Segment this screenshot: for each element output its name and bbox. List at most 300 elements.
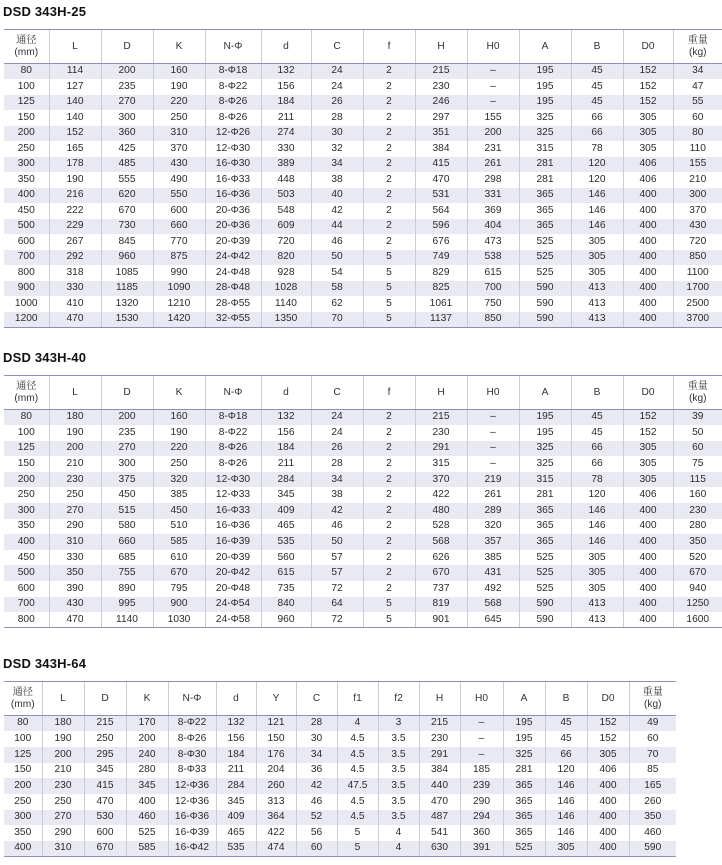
- table-cell: 16-Φ36: [168, 810, 216, 826]
- table-cell: 45: [571, 64, 623, 80]
- table-cell: 409: [216, 810, 256, 826]
- table-cell: –: [460, 747, 503, 763]
- table-cell: 4.5: [337, 731, 378, 747]
- table-cell: 3.5: [378, 731, 419, 747]
- column-header: A: [519, 30, 571, 64]
- column-header: 通径 (mm): [4, 30, 49, 64]
- header-row: [4, 682, 676, 716]
- table-cell: 900: [153, 597, 205, 613]
- table-cell: 34: [311, 157, 363, 173]
- header-row: [4, 376, 722, 410]
- table-cell: 535: [216, 841, 256, 857]
- table-cell: 45: [571, 95, 623, 111]
- table-cell: 720: [261, 234, 311, 250]
- table-cell: 72: [311, 612, 363, 628]
- table-cell: 409: [261, 503, 311, 519]
- table-cell: 325: [519, 456, 571, 472]
- table-cell: 360: [460, 825, 503, 841]
- table-row: [4, 778, 676, 794]
- table-cell: 140: [49, 110, 101, 126]
- table-cell: –: [467, 64, 519, 80]
- table-row: [4, 825, 676, 841]
- table-cell: 50: [311, 250, 363, 266]
- table-cell: 345: [126, 778, 168, 794]
- table-row: [4, 425, 722, 441]
- table-cell: 180: [49, 410, 101, 426]
- table-cell: 44: [311, 219, 363, 235]
- table-cell: 16-Φ42: [168, 841, 216, 857]
- table-cell: 400: [623, 565, 673, 581]
- table-cell: 20-Φ36: [205, 219, 261, 235]
- table-cell: 75: [673, 456, 722, 472]
- table-cell: 4: [378, 841, 419, 857]
- table-cell: 100: [4, 79, 49, 95]
- spec-table: [4, 375, 722, 628]
- table-cell: 2: [363, 456, 415, 472]
- table-cell: 38: [311, 487, 363, 503]
- table-cell: 2: [363, 203, 415, 219]
- table-cell: 250: [4, 141, 49, 157]
- table-cell: 890: [101, 581, 153, 597]
- table-cell: 550: [153, 188, 205, 204]
- table-cell: 609: [261, 219, 311, 235]
- table-cell: 215: [84, 716, 126, 732]
- table-cell: 220: [153, 95, 205, 111]
- table-cell: 49: [629, 716, 676, 732]
- table-cell: 146: [545, 825, 587, 841]
- table-cell: 305: [571, 265, 623, 281]
- table-cell: 829: [415, 265, 467, 281]
- table-cell: 525: [519, 265, 571, 281]
- table-cell: 146: [571, 519, 623, 535]
- table-cell: 555: [101, 172, 153, 188]
- table-cell: 121: [256, 716, 296, 732]
- table-cell: 8-Φ26: [205, 441, 261, 457]
- table-cell: 24-Φ54: [205, 597, 261, 613]
- table-row: [4, 731, 676, 747]
- table-cell: 222: [49, 203, 101, 219]
- table-cell: 600: [4, 234, 49, 250]
- table-cell: 385: [153, 487, 205, 503]
- table-cell: 430: [673, 219, 722, 235]
- table-cell: 2: [363, 95, 415, 111]
- table-cell: 152: [587, 731, 629, 747]
- table-cell: 60: [673, 441, 722, 457]
- table-cell: 5: [363, 612, 415, 628]
- table-cell: 1185: [101, 281, 153, 297]
- table-row: [4, 841, 676, 857]
- table-cell: 261: [467, 487, 519, 503]
- table-cell: 38: [311, 172, 363, 188]
- table-cell: 270: [101, 441, 153, 457]
- table-cell: 755: [101, 565, 153, 581]
- table-cell: 2: [363, 519, 415, 535]
- table-cell: 152: [623, 79, 673, 95]
- table-cell: 400: [623, 281, 673, 297]
- table-cell: 220: [153, 441, 205, 457]
- table-cell: 72: [311, 581, 363, 597]
- table-cell: 406: [623, 157, 673, 173]
- table-cell: 670: [673, 565, 722, 581]
- table-cell: 39: [673, 410, 722, 426]
- table-cell: 8-Φ18: [205, 410, 261, 426]
- table-cell: 300: [101, 110, 153, 126]
- table-cell: 216: [49, 188, 101, 204]
- table-cell: 165: [49, 141, 101, 157]
- table-cell: 531: [415, 188, 467, 204]
- table-cell: 940: [673, 581, 722, 597]
- table-row: [4, 250, 722, 266]
- table-cell: 292: [49, 250, 101, 266]
- table-cell: 331: [467, 188, 519, 204]
- table-cell: 42: [311, 203, 363, 219]
- table-cell: 184: [261, 441, 311, 457]
- table-cell: 960: [261, 612, 311, 628]
- table-cell: 850: [673, 250, 722, 266]
- column-header: K: [153, 376, 205, 410]
- table-cell: 384: [419, 763, 460, 779]
- table-cell: 155: [467, 110, 519, 126]
- table-cell: 229: [49, 219, 101, 235]
- column-header: d: [261, 30, 311, 64]
- table-cell: 900: [4, 281, 49, 297]
- table-cell: 400: [623, 234, 673, 250]
- table-cell: 215: [415, 64, 467, 80]
- table-cell: 16-Φ33: [205, 503, 261, 519]
- table-cell: 8-Φ26: [205, 95, 261, 111]
- table-cell: 3.5: [378, 794, 419, 810]
- table-cell: 156: [261, 425, 311, 441]
- table-cell: 66: [571, 126, 623, 142]
- table-cell: 1028: [261, 281, 311, 297]
- column-header: A: [519, 376, 571, 410]
- table-cell: 1137: [415, 312, 467, 328]
- table-cell: 132: [261, 64, 311, 80]
- table-cell: 20-Φ42: [205, 565, 261, 581]
- table-cell: 610: [153, 550, 205, 566]
- table-cell: 20-Φ36: [205, 203, 261, 219]
- table-cell: 204: [256, 763, 296, 779]
- table-cell: 5: [337, 825, 378, 841]
- column-header: f2: [378, 682, 419, 716]
- column-header: 通径 (mm): [4, 376, 49, 410]
- table-cell: 313: [256, 794, 296, 810]
- table-cell: 284: [216, 778, 256, 794]
- table-cell: 365: [503, 794, 545, 810]
- table-cell: 24-Φ58: [205, 612, 261, 628]
- table-cell: 465: [216, 825, 256, 841]
- column-header: H0: [467, 376, 519, 410]
- table-cell: 422: [256, 825, 296, 841]
- table-cell: 5: [363, 597, 415, 613]
- table-cell: 211: [261, 456, 311, 472]
- table-cell: 325: [519, 126, 571, 142]
- table-cell: 400: [623, 250, 673, 266]
- table-cell: 1090: [153, 281, 205, 297]
- table-cell: 57: [311, 565, 363, 581]
- table-cell: 210: [42, 763, 84, 779]
- table-cell: 195: [519, 79, 571, 95]
- table-cell: 5: [363, 296, 415, 312]
- table-cell: 160: [153, 410, 205, 426]
- table-cell: 45: [545, 716, 587, 732]
- table-cell: 24-Φ48: [205, 265, 261, 281]
- table-cell: 406: [623, 172, 673, 188]
- table-row: [4, 763, 676, 779]
- column-header: C: [296, 682, 337, 716]
- table-cell: 370: [415, 472, 467, 488]
- table-cell: 210: [673, 172, 722, 188]
- table-cell: 365: [519, 519, 571, 535]
- table-cell: 8-Φ26: [205, 110, 261, 126]
- table-cell: 670: [84, 841, 126, 857]
- table-cell: 670: [415, 565, 467, 581]
- table-cell: 152: [623, 64, 673, 80]
- table-cell: 28: [296, 716, 337, 732]
- table-cell: 36: [296, 763, 337, 779]
- table-cell: 700: [4, 250, 49, 266]
- table-cell: 2: [363, 425, 415, 441]
- table-row: [4, 296, 722, 312]
- column-header: Y: [256, 682, 296, 716]
- table-cell: 5: [363, 250, 415, 266]
- table-cell: 156: [216, 731, 256, 747]
- table-cell: 350: [4, 825, 42, 841]
- table-cell: 284: [261, 472, 311, 488]
- table-cell: 845: [101, 234, 153, 250]
- table-cell: 42: [296, 778, 337, 794]
- column-header: H0: [460, 682, 503, 716]
- table-cell: 231: [467, 141, 519, 157]
- table-cell: 2: [363, 157, 415, 173]
- table-cell: 450: [153, 503, 205, 519]
- table-cell: 305: [545, 841, 587, 857]
- table-cell: 70: [311, 312, 363, 328]
- table-cell: 230: [415, 79, 467, 95]
- table-cell: 2: [363, 79, 415, 95]
- column-header: B: [571, 30, 623, 64]
- table-cell: 315: [519, 472, 571, 488]
- table-cell: 85: [629, 763, 676, 779]
- section-title: DSD 343H-40: [3, 350, 87, 365]
- table-cell: 620: [101, 188, 153, 204]
- table-cell: 2: [363, 172, 415, 188]
- table-cell: 500: [4, 219, 49, 235]
- table-cell: 295: [84, 747, 126, 763]
- table-cell: 215: [419, 716, 460, 732]
- table-cell: 385: [467, 550, 519, 566]
- table-cell: 300: [4, 810, 42, 826]
- table-cell: 195: [519, 64, 571, 80]
- table-cell: 156: [261, 79, 311, 95]
- table-cell: 1061: [415, 296, 467, 312]
- table-row: [4, 265, 722, 281]
- table-cell: 132: [261, 410, 311, 426]
- table-cell: 127: [49, 79, 101, 95]
- table-cell: 528: [415, 519, 467, 535]
- table-cell: 267: [49, 234, 101, 250]
- table-cell: 200: [101, 64, 153, 80]
- table-cell: 20-Φ48: [205, 581, 261, 597]
- table-cell: 184: [216, 747, 256, 763]
- table-cell: 541: [419, 825, 460, 841]
- table-row: [4, 110, 722, 126]
- table-cell: 230: [419, 731, 460, 747]
- column-header: L: [42, 682, 84, 716]
- table-cell: 350: [4, 172, 49, 188]
- table-cell: 460: [126, 810, 168, 826]
- table-cell: 389: [261, 157, 311, 173]
- table-cell: 770: [153, 234, 205, 250]
- table-cell: 140: [49, 95, 101, 111]
- table-cell: 190: [42, 731, 84, 747]
- table-cell: 8-Φ26: [205, 456, 261, 472]
- table-cell: 415: [415, 157, 467, 173]
- table-cell: 590: [519, 612, 571, 628]
- table-cell: 146: [545, 810, 587, 826]
- table-cell: 3.5: [378, 763, 419, 779]
- table-cell: 564: [415, 203, 467, 219]
- table-cell: 735: [261, 581, 311, 597]
- column-header: D0: [623, 376, 673, 410]
- table-cell: 170: [126, 716, 168, 732]
- table-cell: 24: [311, 425, 363, 441]
- column-header: f: [363, 30, 415, 64]
- table-cell: 250: [4, 794, 42, 810]
- table-cell: 46: [296, 794, 337, 810]
- table-cell: 250: [153, 456, 205, 472]
- table-cell: 80: [4, 410, 49, 426]
- table-cell: 270: [101, 95, 153, 111]
- table-cell: 78: [571, 141, 623, 157]
- table-cell: 580: [101, 519, 153, 535]
- table-cell: 310: [49, 534, 101, 550]
- table-row: [4, 794, 676, 810]
- column-header: H: [415, 376, 467, 410]
- table-cell: 525: [126, 825, 168, 841]
- table-cell: 210: [49, 456, 101, 472]
- table-cell: 995: [101, 597, 153, 613]
- table-cell: 4: [378, 825, 419, 841]
- table-cell: 320: [153, 472, 205, 488]
- table-cell: 1140: [261, 296, 311, 312]
- table-cell: 3.5: [378, 778, 419, 794]
- table-cell: 305: [623, 472, 673, 488]
- table-cell: 600: [153, 203, 205, 219]
- table-cell: 55: [673, 95, 722, 111]
- table-cell: 270: [42, 810, 84, 826]
- table-cell: 120: [571, 172, 623, 188]
- table-row: [4, 188, 722, 204]
- column-header: d: [216, 682, 256, 716]
- column-header: N-Φ: [205, 376, 261, 410]
- table-cell: 28-Φ55: [205, 296, 261, 312]
- table-cell: 590: [629, 841, 676, 857]
- table-cell: 24-Φ42: [205, 250, 261, 266]
- table-cell: 700: [467, 281, 519, 297]
- table-cell: 400: [4, 841, 42, 857]
- table-cell: 8-Φ26: [168, 731, 216, 747]
- table-cell: 50: [673, 425, 722, 441]
- table-cell: 230: [49, 472, 101, 488]
- table-cell: 1600: [673, 612, 722, 628]
- table-cell: 400: [623, 519, 673, 535]
- table-cell: 240: [126, 747, 168, 763]
- table-cell: 480: [415, 503, 467, 519]
- table-row: [4, 456, 722, 472]
- table-cell: 1250: [673, 597, 722, 613]
- table-cell: 440: [419, 778, 460, 794]
- table-cell: 520: [673, 550, 722, 566]
- table-cell: 115: [673, 472, 722, 488]
- table-cell: 20-Φ39: [205, 234, 261, 250]
- table-cell: 492: [467, 581, 519, 597]
- table-cell: 515: [101, 503, 153, 519]
- table-cell: 8-Φ22: [205, 79, 261, 95]
- table-cell: 400: [623, 265, 673, 281]
- table-cell: 2: [363, 126, 415, 142]
- table-cell: 80: [4, 64, 49, 80]
- table-cell: 400: [587, 794, 629, 810]
- table-cell: 2: [363, 550, 415, 566]
- table-cell: 525: [519, 550, 571, 566]
- column-header: C: [311, 376, 363, 410]
- table-cell: 400: [623, 296, 673, 312]
- table-cell: 66: [571, 110, 623, 126]
- table-cell: 52: [296, 810, 337, 826]
- table-cell: 391: [460, 841, 503, 857]
- table-row: [4, 126, 722, 142]
- table-cell: 200: [49, 441, 101, 457]
- table-row: [4, 503, 722, 519]
- table-cell: 150: [256, 731, 296, 747]
- table-cell: 330: [49, 550, 101, 566]
- table-cell: 590: [519, 597, 571, 613]
- table-cell: 2500: [673, 296, 722, 312]
- table-cell: 195: [503, 731, 545, 747]
- table-cell: 60: [296, 841, 337, 857]
- table-cell: 685: [101, 550, 153, 566]
- column-header: D: [101, 30, 153, 64]
- table-cell: 80: [4, 716, 42, 732]
- table-cell: 350: [629, 810, 676, 826]
- table-cell: 305: [587, 747, 629, 763]
- table-cell: 1530: [101, 312, 153, 328]
- table-cell: 62: [311, 296, 363, 312]
- table-cell: 300: [673, 188, 722, 204]
- table-cell: 12-Φ26: [205, 126, 261, 142]
- table-cell: 16-Φ36: [205, 188, 261, 204]
- table-cell: 840: [261, 597, 311, 613]
- table-cell: 178: [49, 157, 101, 173]
- table-cell: 795: [153, 581, 205, 597]
- column-header: B: [571, 376, 623, 410]
- table-cell: 215: [415, 410, 467, 426]
- table-cell: 473: [467, 234, 519, 250]
- table-cell: 305: [571, 581, 623, 597]
- table-cell: 470: [415, 172, 467, 188]
- table-row: [4, 410, 722, 426]
- table-cell: 375: [101, 472, 153, 488]
- table-cell: 246: [415, 95, 467, 111]
- table-cell: 146: [571, 503, 623, 519]
- spec-table: [4, 29, 722, 328]
- table-cell: 360: [101, 126, 153, 142]
- header-row: [4, 30, 722, 64]
- table-cell: 24: [311, 79, 363, 95]
- table-cell: 12-Φ30: [205, 472, 261, 488]
- table-cell: 281: [503, 763, 545, 779]
